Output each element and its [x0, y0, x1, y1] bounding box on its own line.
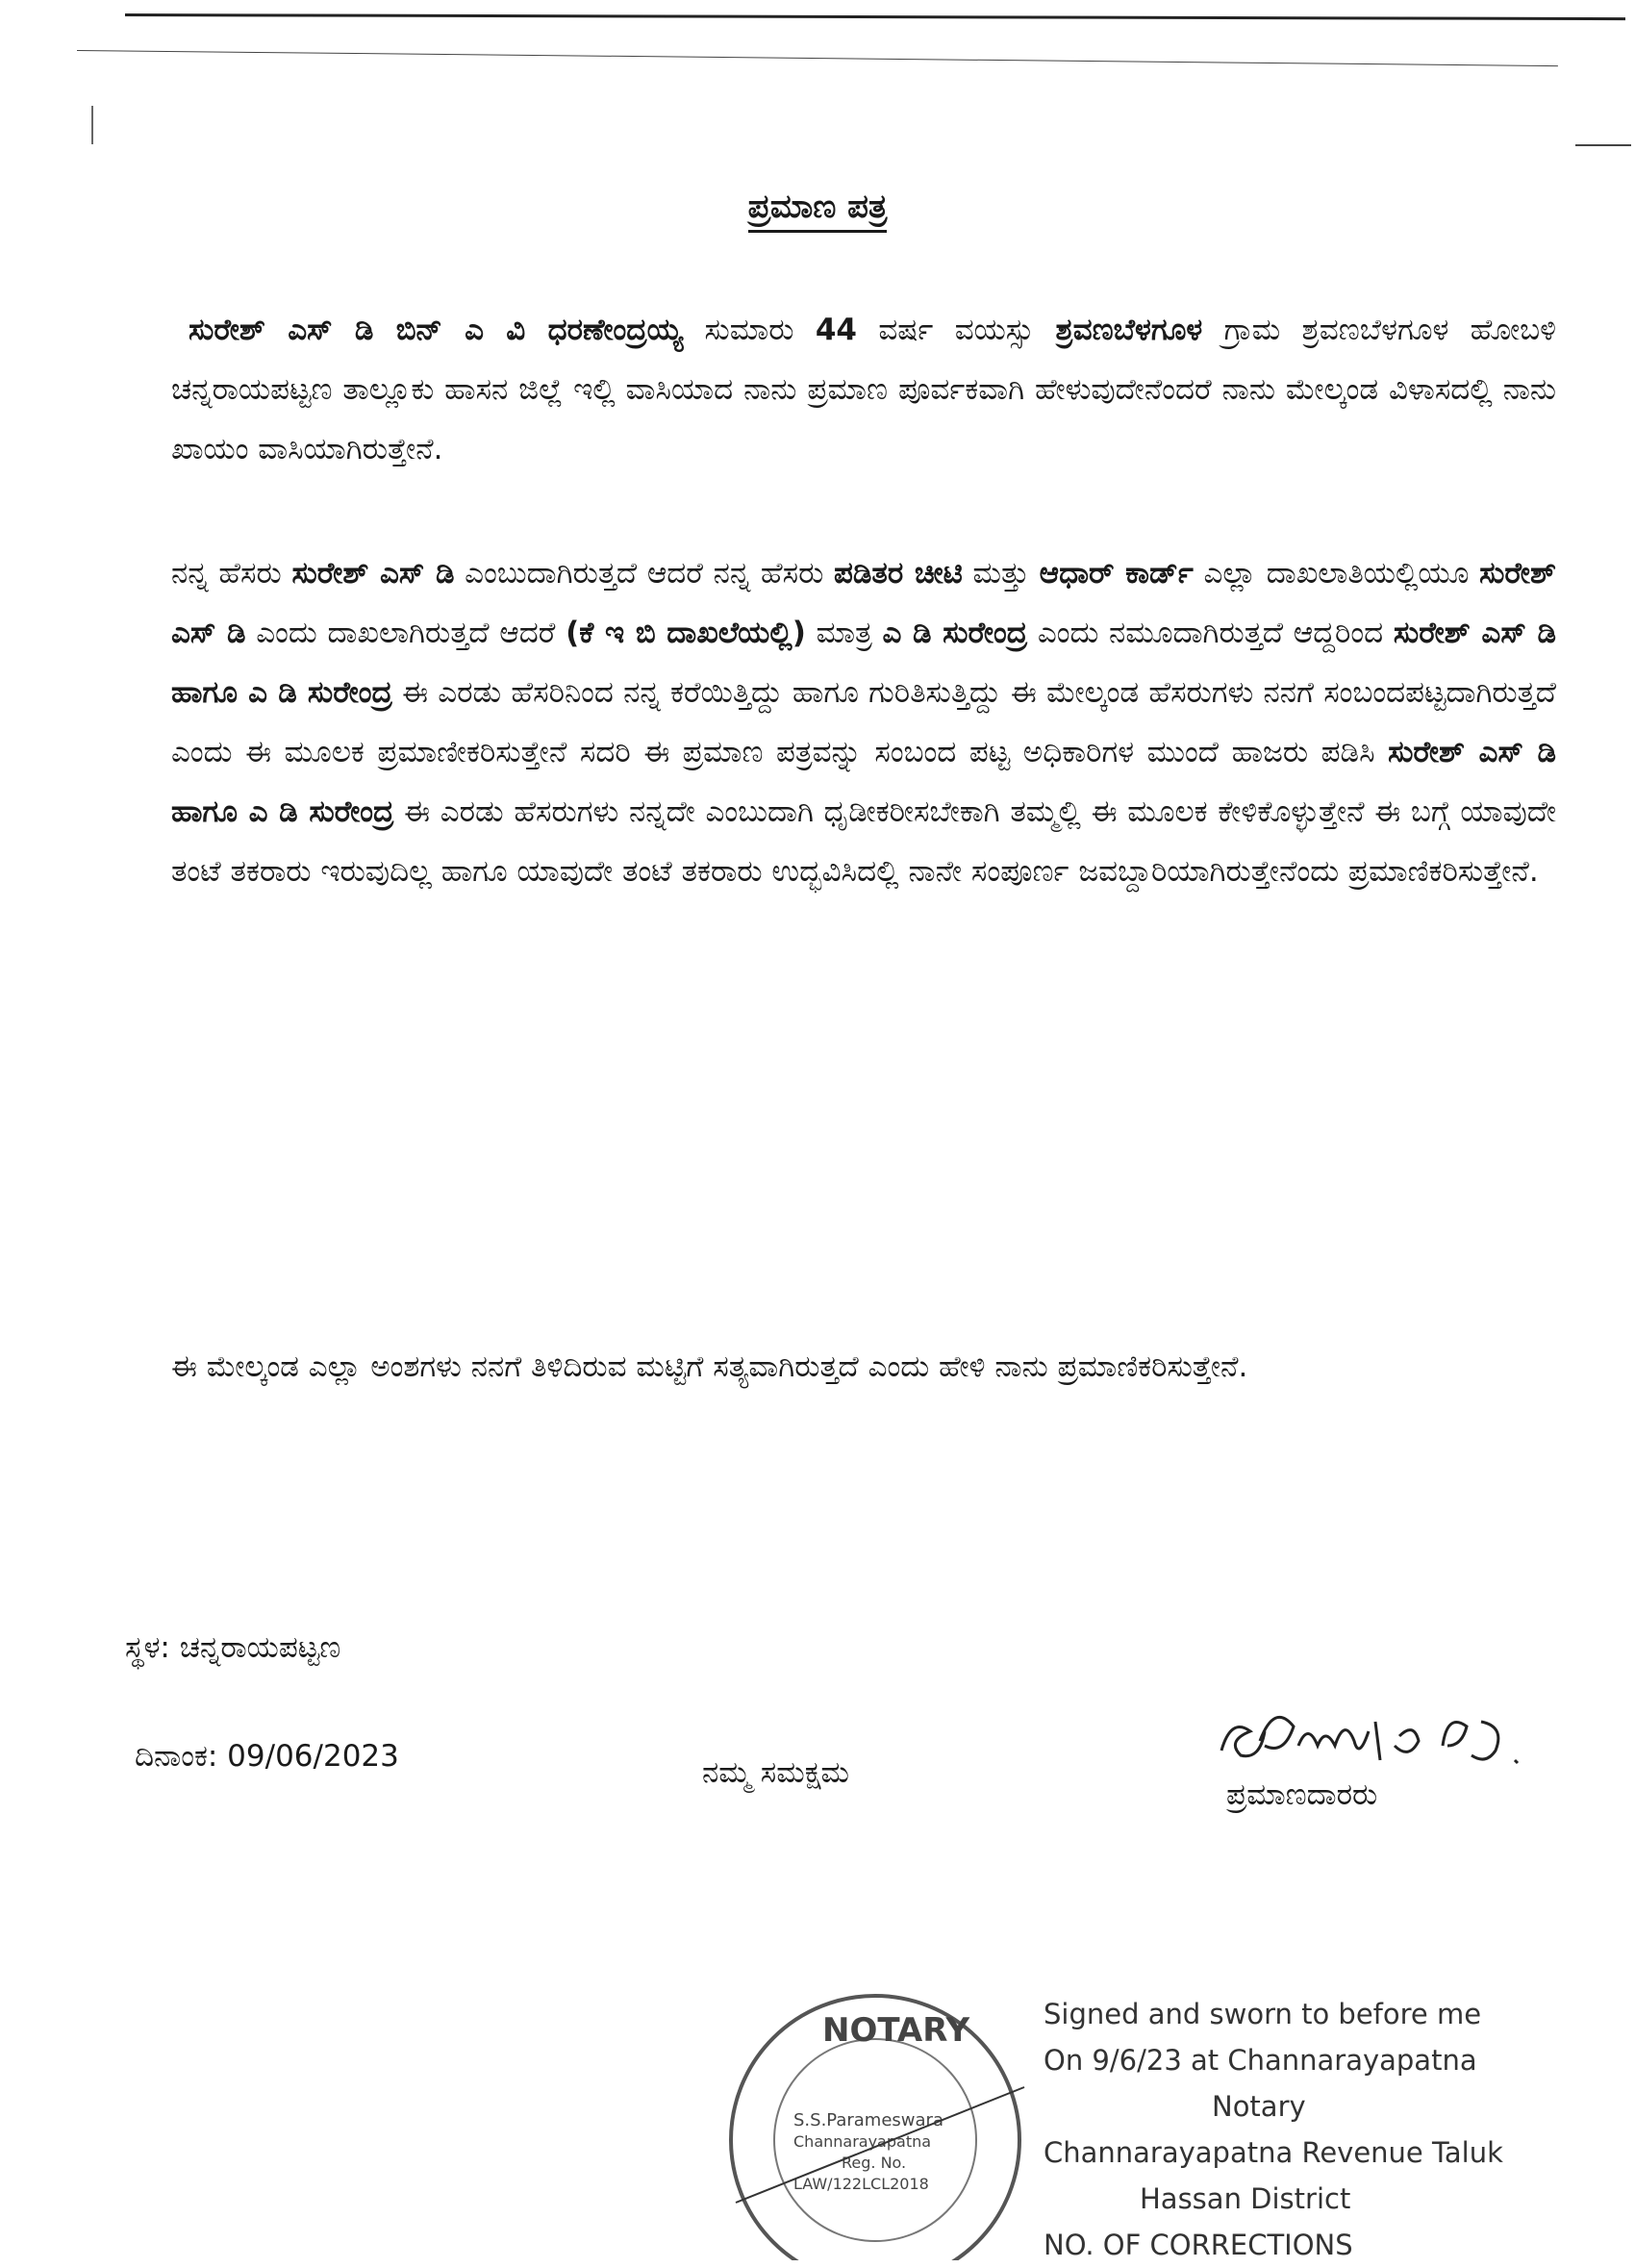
document-title: [0, 188, 1635, 226]
notary-line-4: Channarayapatna Revenue Taluk: [1044, 2136, 1503, 2169]
para2-text: ಎಲ್ಲಾ ದಾಖಲಾತಿಯಲ್ಲಿಯೂ: [1193, 556, 1480, 591]
place-label: ಸ್ಥಳ: ಚನ್ನರಾಯಪಟ್ಟಣ: [125, 1630, 341, 1665]
para2-text: ನನ್ನ ಹೆಸರು: [171, 556, 292, 591]
date-label: ದಿನಾಂಕ: 09/06/2023: [135, 1739, 399, 1774]
para2-bold: ಎ ಡಿ ಸುರೇಂದ್ರ: [882, 616, 1028, 650]
notary-line-3: Notary: [1212, 2090, 1306, 2123]
notary-endorsement: [1044, 1991, 1621, 2268]
paragraph-2: [171, 543, 1556, 901]
declarant-label: ಪ್ರಮಾಣದಾರರು: [1226, 1777, 1378, 1812]
para2-text: ಮಾತ್ರ: [805, 616, 883, 650]
para1-text-b: ವರ್ಷ ವಯಸ್ಸು: [856, 313, 1056, 347]
notary-seal: [717, 1981, 1034, 2260]
declarant-name: ಸುರೇಶ್ ಎಸ್ ಡಿ ಬಿನ್ ಎ ವಿ ಧರಣೇಂದ್ರಯ್ಯ: [189, 313, 684, 347]
title-text: ಪ್ರಮಾಣ ಪತ್ರ: [748, 188, 888, 233]
seal-reg: Reg. No.: [842, 2154, 907, 2172]
seal-name: S.S.Parameswara: [793, 2110, 943, 2130]
para2-text: ಎಂದು ದಾಖಲಾಗಿರುತ್ತದೆ ಆದರೆ: [245, 616, 566, 650]
para2-text: ಎಂದು ನಮೂದಾಗಿರುತ್ತದೆ ಆದ್ದರಿಂದ: [1027, 616, 1394, 650]
seal-top-text: NOTARY: [822, 2011, 970, 2050]
paragraph-1: [171, 300, 1556, 479]
edge-mark-left: [91, 106, 93, 144]
declarant-signature: [1207, 1693, 1534, 1779]
para2-text: ಈ ಎರಡು ಹೆಸರುಗಳು ನನ್ನದೇ ಎಂಬುದಾಗಿ ಧೃಡೀಕರೀಸಬೇಕಾಗಿ ತಮ್ಮಲ್ಲಿ ಈ ಮೂಲಕ ಕೇಳಿಕೊಳ್ಳುತ್ತೇನೆ ಈ ಬಗ್ಗೆ ಯಾವುದೇ ತಂಟೆ ತಕರಾರು ಇರುವುದಿಲ್ಲ ಹಾಗೂ ಯಾವುದೇ ತಂಟೆ ತಕರಾರು ಉದ್ಭವಿಸಿದಲ್ಲಿ ನಾನೇ ಸಂಪೂರ್ಣ ಜವಬ್ದಾರಿಯಾಗಿರುತ್ತೇನೆಂದು ಪ್ರಮಾಣಿಕರಿಸುತ್ತೇನೆ.: [171, 794, 1556, 889]
top-border-line-2: [77, 50, 1558, 66]
para2-text: ಈ ಎರಡು ಹೆಸರಿನಿಂದ ನನ್ನ ಕರೆಯಿತ್ತಿದ್ದು ಹಾಗೂ ಗುರಿತಿಸುತ್ತಿದ್ದು ಈ ಮೇಲ್ಕಂಡ ಹೆಸರುಗಳು ನನಗೆ ಸಂಬಂದಪಟ್ಟದಾಗಿರುತ್ತದೆ ಎಂದು ಈ ಮೂಲಕ ಪ್ರಮಾಣೀಕರಿಸುತ್ತೇನೆ ಸದರಿ ಈ ಪ್ರಮಾಣ ಪತ್ರವನ್ನು ಸಂಬಂದ ಪಟ್ಟ ಅಧಿಕಾರಿಗಳ ಮುಂದೆ ಹಾಜರು ಪಡಿಸಿ: [171, 675, 1556, 769]
para2-bold: ಸುರೇಶ್ ಎಸ್ ಡಿ ಹಾಗೂ ಎ ಡಿ ಸುರೇಂದ್ರ: [171, 735, 1556, 829]
para2-bold: ಪಡಿತರ ಚೀಟಿ: [834, 556, 963, 591]
para2-bold: ಸುರೇಶ್ ಎಸ್ ಡಿ: [171, 556, 1556, 650]
notary-line-6: NO. OF CORRECTIONS: [1044, 2229, 1353, 2261]
witness-label: ನಮ್ಮ ಸಮಕ್ಷಮ: [702, 1755, 850, 1790]
para1-text-c: ಗ್ರಾಮ ಶ್ರವಣಬೆಳಗೂಳ ಹೋಬಳಿ ಚನ್ನರಾಯಪಟ್ಟಣ ತಾಲ್ಲೂಕು ಹಾಸನ ಜಿಲ್ಲೆ ಇಲ್ಲಿ ವಾಸಿಯಾದ ನಾನು ಪ್ರಮಾಣ ಪೂರ್ವಕವಾಗಿ ಹೇಳುವುದೇನೆಂದರೆ ನಾನು ಮೇಲ್ಕಂಡ ವಿಳಾಸದಲ್ಲಿ ನಾನು ಖಾಯಂ ವಾಸಿಯಾಗಿರುತ್ತೇನೆ.: [171, 313, 1556, 466]
seal-place: Channarayapatna: [793, 2132, 932, 2151]
edge-mark: [1575, 144, 1631, 146]
age: 44: [815, 313, 857, 347]
notary-line-1: Signed and sworn to before me: [1044, 1998, 1482, 2030]
para2-bold: ಸುರೇಶ್ ಎಸ್ ಡಿ: [291, 556, 455, 591]
para2-bold: (ಕೆ ಇ ಬಿ ದಾಖಲೆಯಲ್ಲಿ): [566, 616, 806, 650]
para1-text-a: ಸುಮಾರು: [683, 313, 816, 347]
notary-line-2: On 9/6/23 at Channarayapatna: [1044, 2044, 1477, 2077]
seal-regno: LAW/122LCL2018: [793, 2175, 929, 2193]
village-name: ಶ್ರವಣಬೆಳಗೂಳ: [1055, 313, 1203, 347]
para2-bold: ಆಧಾರ್ ಕಾರ್ಡ್: [1039, 556, 1194, 591]
top-border-line: [125, 13, 1625, 20]
para2-text: ಮತ್ತು: [962, 556, 1040, 591]
para2-bold: ಸುರೇಶ್ ಎಸ್ ಡಿ ಹಾಗೂ ಎ ಡಿ ಸುರೇಂದ್ರ: [171, 616, 1556, 710]
para2-text: ಎಂಬುದಾಗಿರುತ್ತದೆ ಆದರೆ ನನ್ನ ಹೆಸರು: [454, 556, 835, 591]
paragraph-3: ಈ ಮೇಲ್ಕಂಡ ಎಲ್ಲಾ ಅಂಶಗಳು ನನಗೆ ತಿಳಿದಿರುವ ಮಟ್ಟಿಗೆ ಸತ್ಯವಾಗಿರುತ್ತದೆ ಎಂದು ಹೇಳಿ ನಾನು ಪ್ರಮಾಣಿಕರಿಸುತ್ತೇನೆ.: [171, 1349, 1248, 1384]
notary-line-5: Hassan District: [1140, 2182, 1351, 2215]
